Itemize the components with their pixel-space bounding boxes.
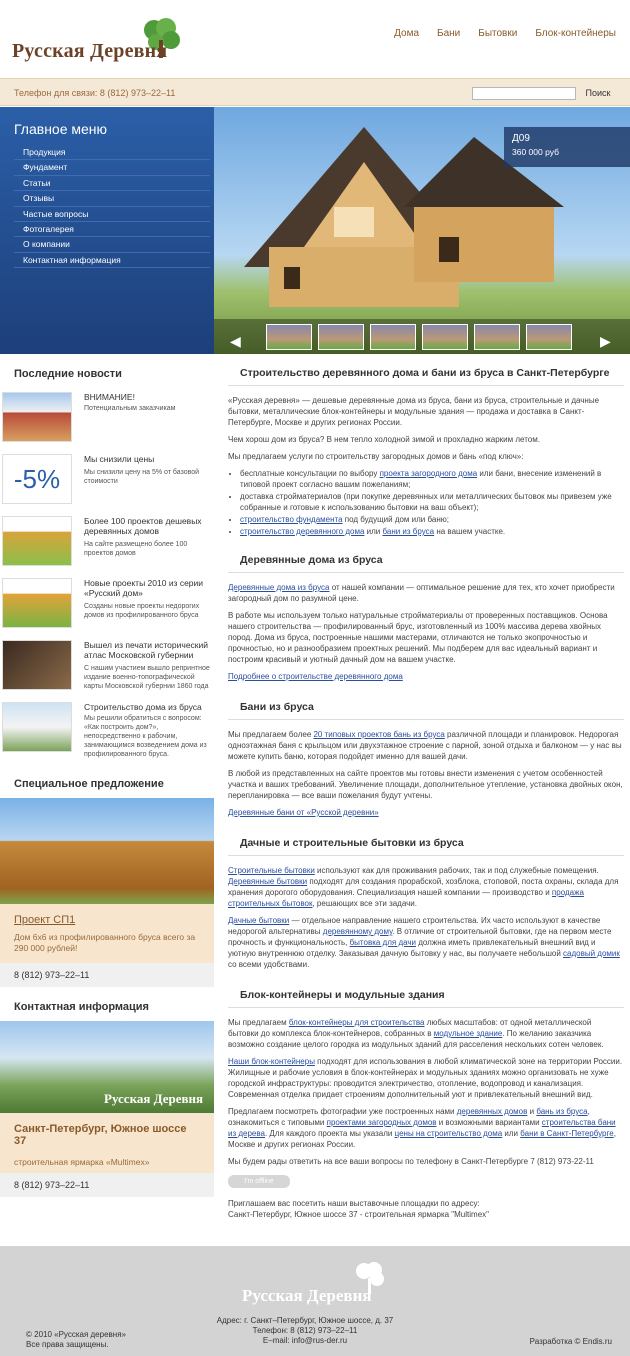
link[interactable]: Наши блок-контейнеры <box>228 1057 315 1066</box>
paragraph: Дачные бытовки — отдельное направление нашего строительства. Их часто используют в качестве недорогой альтернативы деревянному дому. В отличие от строительной бытовки, где на первом месте прочность и функциональность, бытовка для дачи должна иметь привлекательный внешний вид и уютную внутреннюю отделку. Заказывая дачную бытовку у нас, вы получаете небольшой садовый домик со всеми удобствами. <box>228 916 620 969</box>
list-item: • строительство фундамента под будущий дом или баню; <box>240 514 624 525</box>
link[interactable]: Дачные бытовки <box>228 916 290 925</box>
paragraph: Санкт-Петербург, Южное шоссе 37 - строительная ярмарка "Multimex" <box>228 1210 489 1219</box>
news-item-title[interactable]: Более 100 проектов дешевых деревянных домов <box>84 516 202 536</box>
news-item-text: На сайте размещено более 100 проектов домов <box>84 541 188 557</box>
contact-address: Санкт-Петербург, Южное шоссе 37 <box>14 1123 187 1147</box>
news-item[interactable] <box>0 388 214 450</box>
link[interactable]: бань из бруса <box>536 1107 588 1116</box>
link[interactable]: Строительные бытовки <box>228 866 315 875</box>
footer-email[interactable]: E–mail: info@rus-der.ru <box>262 1336 348 1345</box>
menu-item-foundation[interactable]: Фундамент <box>14 160 210 175</box>
hero-badge <box>504 127 630 167</box>
list-item: • строительство деревянного дома или бани из бруса на вашем участке. <box>240 526 624 537</box>
news-item-text: Мы снизили цену на 5% от базовой стоимости <box>84 469 200 485</box>
link[interactable]: 20 типовых проектов бань из бруса <box>313 730 445 739</box>
main-content <box>228 354 624 1226</box>
news-image[interactable] <box>2 392 72 442</box>
paragraph: Мы предлагаем более 20 типовых проектов бань из бруса различной площади и планировок. Недорогая одноэтажная баня с крыльцом или двухэтажное строение с парной, зоной отдыха и балконом — у нас вы можете купить баню, которая подойдет именно для вашей дачи. <box>228 730 622 761</box>
thumbnail[interactable] <box>266 324 312 350</box>
link[interactable]: строительство фундамента <box>240 515 343 524</box>
thumbnail[interactable] <box>474 324 520 350</box>
footer-address: Адрес: г. Санкт–Петербург, Южное шоссе, д. 37 <box>216 1316 394 1325</box>
contact-phone: 8 (812) 973–22–11 <box>0 1173 214 1197</box>
news-image[interactable] <box>2 578 72 628</box>
search-input[interactable] <box>472 87 576 100</box>
thumbnail[interactable] <box>370 324 416 350</box>
list-item: • доставка стройматериалов (при покупке деревянных или металлических бытовок мы привезем уже собранные и готовые к использованию бытовки на ваш объект); <box>240 491 624 513</box>
news-item[interactable] <box>0 450 214 512</box>
news-item-text: С нашим участием вышло репринтное издание военно-топографической карты Московской губернии 1860 года <box>84 665 210 690</box>
special-desc: Дом 6х6 из профилированного бруса всего за 290 000 рублей! <box>14 932 196 953</box>
footer-phone: Телефон: 8 (812) 973–22–11 <box>252 1326 358 1335</box>
news-item[interactable] <box>0 512 214 574</box>
paragraph: Приглашаем вас посетить наши выставочные площадки по адресу: <box>228 1199 480 1208</box>
header <box>0 0 630 78</box>
footer-developer[interactable]: Разработка © Endis.ru <box>529 1337 612 1346</box>
discount-image[interactable] <box>2 454 72 504</box>
paragraph: Строительные бытовки используют как для проживания рабочих, так и под служебные помещения. Деревянные бытовки подходят для создания прорабской, хозблока, стоповой, поста охраны, склада для хранения дорогого оборудования. Специализация нашей компании — производство и продажа строительных бытовок, решающих все эти задачи. <box>228 866 619 908</box>
list-item: • бесплатные консультации по выбору проекта загородного дома или бани, внесение изменений в типовой проект согласно вашим пожеланиям; <box>240 468 624 490</box>
menu-item-products[interactable]: Продукция <box>14 145 210 160</box>
nav-cabins[interactable]: Бытовки <box>478 28 518 39</box>
special-image[interactable] <box>0 798 214 904</box>
news-item-text: Созданы новые проекты недорогих домов из профилированного бруса <box>84 603 200 619</box>
news-item[interactable] <box>0 698 214 778</box>
paragraph: Мы предлагаем блок-контейнеры для строительства любых масштабов: от одной металлической бытовки до комплекса блок-контейнеров, собранных в модульное здание. По желанию заказчика возможно создание целого городка из модульных зданий для расселения нескольких сотен человек. <box>228 1018 604 1049</box>
paragraph: «Русская деревня» — дешевые деревянные дома из бруса, бани из бруса, строительные и дачные бытовки, металлические блок-контейнеры и модульные здания — продажа и доставка в Санкт-Петербурге, Москве и других регионах России. <box>228 396 600 427</box>
prev-arrow-icon[interactable]: ◀ <box>230 333 241 349</box>
paragraph: Мы предлагаем услуги по строительству загородных домов и бань «под ключ»: <box>228 452 524 461</box>
menu-title: Главное меню <box>14 121 108 137</box>
link[interactable]: Подробнее о строительстве деревянного дома <box>228 672 403 681</box>
header-phone: Телефон для связи: 8 (812) 973–22–11 <box>14 88 176 98</box>
thumbnail[interactable] <box>318 324 364 350</box>
paragraph: В работе мы используем только натуральные стройматериалы от проверенных поставщиков. Основа нашего строительства — профилированный брус, изготовленный из 100% массива дерева хвойных пород. Дома из бруса, построенные нашими мастерами, отличаются не только экопрочностью и прочностью, но и разнообразием проектных решений. Мы подберем для вас идеальный вариант и построим красивый и уютный дачный дом на вашем участке. <box>228 611 608 664</box>
footer <box>0 1246 630 1356</box>
menu-item-articles[interactable]: Статьи <box>14 176 210 191</box>
menu-item-faq[interactable]: Частые вопросы <box>14 207 210 222</box>
hero-price: 360 000 руб <box>512 147 559 157</box>
paragraph <box>228 807 624 818</box>
news-title: Последние новости <box>14 368 122 380</box>
discount-label: -5% <box>13 463 61 494</box>
paragraph: В любой из представленных на сайте проектов мы готовы внести изменения с учетом особенностей участка и ваших требований. Увеличение площади, дополнительное утепление, установка двойных окон, перепланировка — все ваши пожелания будут учтены. <box>228 769 623 800</box>
news-image[interactable] <box>2 702 72 752</box>
section-title: Деревянные дома из бруса <box>228 541 624 573</box>
paragraph: Деревянные дома из бруса от нашей компании — оптимальное решение для тех, кто хочет приобрести загородный дом по разумной цене. <box>228 583 615 603</box>
footer-contacts <box>200 1316 410 1346</box>
link[interactable]: строительства бани из дерева <box>228 1118 616 1138</box>
news-item-title[interactable]: ВНИМАНИЕ! <box>84 392 135 402</box>
nav-baths[interactable]: Бани <box>437 28 461 39</box>
site-logo[interactable]: Русская Деревня <box>12 40 168 62</box>
contact-image <box>0 1021 214 1113</box>
services-list <box>240 468 624 537</box>
link[interactable]: строительство деревянного дома <box>240 527 365 536</box>
section-title: Блок-контейнеры и модульные здания <box>228 976 624 1008</box>
section-title: Строительство деревянного дома и бани из бруса в Санкт-Петербурге <box>228 354 624 386</box>
news-image[interactable] <box>2 516 72 566</box>
special-title: Специальное предложение <box>14 778 164 790</box>
link[interactable]: садовый домик <box>563 949 620 958</box>
copyright-line: © 2010 «Русская деревня» <box>26 1330 126 1339</box>
thumbnail[interactable] <box>526 324 572 350</box>
news-item-title[interactable]: Мы снизили цены <box>84 454 155 464</box>
menu-item-reviews[interactable]: Отзывы <box>14 191 210 206</box>
link[interactable]: бани в Санкт-Петербурге <box>520 1129 614 1138</box>
news-item-title[interactable]: Вышел из печати исторический атлас Московской губернии <box>84 640 209 660</box>
rights-line: Все права защищены. <box>26 1340 109 1349</box>
left-column <box>0 354 214 1197</box>
nav-containers[interactable]: Блок-контейнеры <box>535 28 616 39</box>
link[interactable]: Деревянные бани от «Русской деревни» <box>228 808 379 817</box>
nav-houses[interactable]: Дома <box>394 28 420 39</box>
special-project-link[interactable]: Проект СП1 <box>14 914 76 926</box>
link[interactable]: бани из бруса <box>382 527 435 536</box>
next-arrow-icon[interactable]: ▶ <box>600 333 611 349</box>
contact-box <box>0 1113 214 1173</box>
link[interactable]: блок-контейнеры для строительства <box>288 1018 425 1027</box>
hero-slider <box>214 107 630 354</box>
footer-copyright <box>26 1330 126 1350</box>
link[interactable]: деревянному дому <box>322 927 393 936</box>
paragraph: Чем хорош дом из бруса? В нем тепло холодной зимой и прохладно жарким летом. <box>228 435 540 444</box>
menu-item-contacts[interactable]: Контактная информация <box>14 253 210 268</box>
menu-item-about[interactable]: О компании <box>14 237 210 252</box>
paragraph: Наши блок-контейнеры подходят для использования в любой климатической зоне на территории России. Жилищные и рабочие условия в блок-контейнерах и модульных зданиях можно организовать не хуже городской инфраструктуры: проводится электричество, отопление, водопровод и канализация. Современная отделка придает строениям дополнительный уют и привлекательный внешний вид. <box>228 1057 623 1099</box>
link[interactable]: проектами загородных домов <box>326 1118 437 1127</box>
special-phone: 8 (812) 973–22–11 <box>0 963 214 987</box>
hero-model: Д09 <box>512 133 530 144</box>
link[interactable]: продажа строительных бытовок <box>228 888 584 908</box>
paragraph: Предлагаем посмотреть фотографии уже построенных нами деревянных домов и бань из бруса, ознакомиться с типовыми проектами загородных домов и возможными вариантами строительства бани из дерева. Для каждого проекта мы указали цены на строительство дома или бани в Санкт-Петербурге, Москве и других регионах России. <box>228 1107 616 1149</box>
news-item-title[interactable]: Новые проекты 2010 из серии «Русский дом» <box>84 578 204 598</box>
news-item-title[interactable]: Строительство дома из бруса <box>84 702 202 712</box>
news-item[interactable] <box>0 636 214 698</box>
search-button[interactable]: Поиск <box>578 86 618 101</box>
paragraph: Мы будем рады ответить на все ваши вопросы по телефону в Санкт-Петербурге 7 (812) 973-22-11 <box>228 1157 594 1166</box>
section-title: Бани из бруса <box>228 688 624 720</box>
thumbnail-strip <box>214 319 630 354</box>
link[interactable]: деревянных домов <box>456 1107 528 1116</box>
contact-logo: Русская Деревня <box>104 1091 204 1106</box>
main-menu <box>0 107 214 354</box>
link[interactable]: Деревянные бытовки <box>228 877 308 886</box>
section-title: Дачные и строительные бытовки из бруса <box>228 824 624 856</box>
link[interactable]: бытовка для дачи <box>349 938 417 947</box>
contact-title: Контактная информация <box>14 1001 149 1013</box>
contact-place: строительная ярмарка «Multimex» <box>14 1157 150 1167</box>
thumbnail[interactable] <box>422 324 468 350</box>
link[interactable]: Деревянные дома из бруса <box>228 583 330 592</box>
phone-bar <box>0 78 630 106</box>
link[interactable]: цены на строительство дома <box>394 1129 503 1138</box>
news-item-text: Потенциальным заказчикам <box>84 405 176 412</box>
menu-item-gallery[interactable]: Фотогалерея <box>14 222 210 237</box>
top-nav <box>394 28 616 39</box>
news-image[interactable] <box>2 640 72 690</box>
news-item[interactable] <box>0 574 214 636</box>
footer-logo: Русская Деревня <box>242 1286 372 1305</box>
paragraph <box>228 671 624 682</box>
chat-offline-button[interactable]: I'm offline <box>228 1175 290 1188</box>
news-item-text: Мы решили обратиться с вопросом: «Как построить дом?», непосредственно к рабочим, занимающимся возведением дома из профилированного бруса. <box>84 715 207 758</box>
link[interactable]: проекта загородного дома <box>379 469 478 478</box>
special-box <box>0 904 214 963</box>
link[interactable]: модульное здание <box>433 1029 503 1038</box>
